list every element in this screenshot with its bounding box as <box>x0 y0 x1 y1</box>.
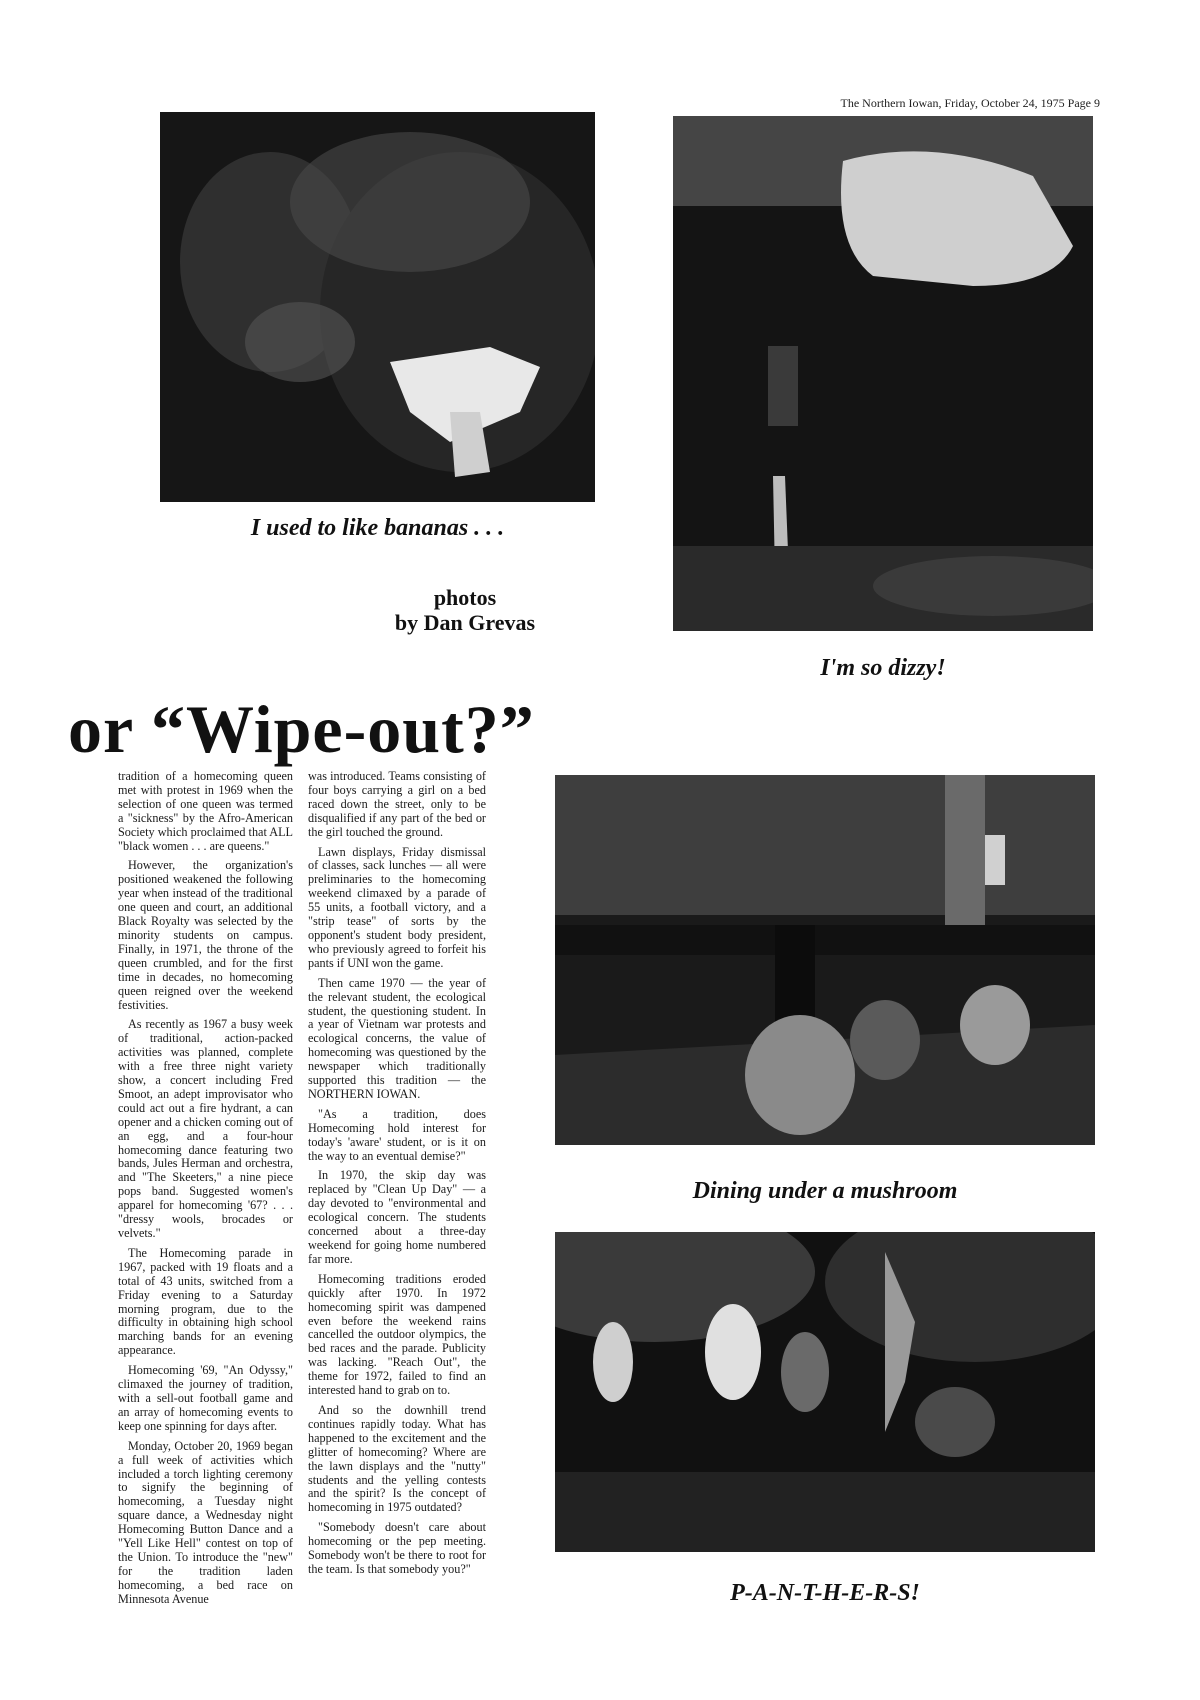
article-paragraph: "As a tradition, does Homecoming hold interest for today's 'aware' student, or is it on the way to an eventual demise?" <box>308 1106 486 1163</box>
article-paragraph: Lawn displays, Friday dismissal of classes, sack lunches — all were preliminaries to the homecoming weekend climaxed by a parade of 55 units, a football victory, and a "strip tease" of sorts by the opponent's student body president, who previously agreed to forfeit his pants if UNI won the game. <box>308 844 486 970</box>
photo-panthers <box>555 1232 1095 1552</box>
article-paragraph: was introduced. Teams consisting of four boys carrying a girl on a bed raced down the street, only to be disqualified if any part of the bed or the girl touched the ground. <box>308 769 486 839</box>
photo-credit-line2: by Dan Grevas <box>394 610 536 636</box>
photo-mushroom <box>555 775 1095 1145</box>
article-paragraph: Homecoming '69, "An Odyssy," climaxed the journey of tradition, with a sell-out football game and an array of homecoming events to keep one spinning for days after. <box>118 1363 293 1433</box>
article-paragraph: In 1970, the skip day was replaced by "Clean Up Day" — a day devoted to "environmental and ecological concern. The students concerned about a three-day weekend for going home numbered far more. <box>308 1168 486 1266</box>
photo-credit <box>330 585 600 636</box>
photo-credit-line1: photos <box>433 585 497 610</box>
article-paragraph: Then came 1970 — the year of the relevant student, the ecological student, the questioning student. In a year of Vietnam war protests and ecological concerns, the value of homecoming was questioned by the newspaper which traditionally supported this tradition — the NORTHERN IOWAN. <box>308 975 486 1101</box>
article-headline: or “Wipe-out?” <box>68 691 535 767</box>
caption-panthers: P-A-N-T-H-E-R-S! <box>730 1580 920 1606</box>
article-paragraph: tradition of a homecoming queen met with protest in 1969 when the selection of one queen was termed a "sickness" by the Afro-American Society which proclaimed that ALL "black women . . . are queens." <box>118 769 293 853</box>
article-paragraph: "Somebody doesn't care about homecoming or the pep meeting. Somebody won't be there to root for the team. Is that somebody you?" <box>308 1520 486 1576</box>
article-column-1 <box>118 770 293 1613</box>
caption-bananas: I used to like bananas . . . <box>250 515 505 541</box>
photo-dizzy <box>673 116 1093 631</box>
caption-mushroom: Dining under a mushroom <box>692 1178 958 1204</box>
photo-bananas <box>160 112 595 502</box>
article-paragraph: Homecoming traditions eroded quickly after 1970. In 1972 homecoming spirit was dampened even before the weekend rains cancelled the outdoor olympics, the bed races and the parade. Publicity was lacking. "Reach Out", the theme for 1972, failed to find an interested hand to grab on to. <box>308 1271 486 1398</box>
article-column-2 <box>308 770 486 1583</box>
caption-dizzy: I'm so dizzy! <box>820 655 946 681</box>
page-folio: The Northern Iowan, Friday, October 24, 1975 Page 9 <box>840 96 1100 110</box>
article-paragraph: Monday, October 20, 1969 began a full week of activities which included a torch lighting ceremony to signify the beginning of homecoming, a Tuesday night square dance, a Wednesday night Homecoming Button Dance and a "Yell Like Hell" contest on top of the Union. To introduce the "new" for the tradition laden homecoming, a bed race on Minnesota Avenue <box>118 1438 293 1606</box>
article-paragraph: And so the downhill trend continues rapidly today. What has happened to the excitement and the glitter of homecoming? Where are the lawn displays and the "nutty" students and the yelling contests and the spirit? Is the concept of homecoming in 1975 outdated? <box>308 1402 486 1515</box>
article-paragraph: However, the organization's positioned weakened the following year when instead of the traditional one queen and court, an additional Black Royalty was selected by the minority students on campus. Finally, in 1971, the throne of the queen crumbled, and for the first time in decades, no homecoming queen reigned over the weekend festivities. <box>118 858 293 1012</box>
article-paragraph: The Homecoming parade in 1967, packed with 19 floats and a total of 43 units, switched from a Friday evening to a Saturday morning program, due to the difficulty in obtaining high school marching bands for an evening appearance. <box>118 1245 293 1358</box>
article-paragraph: As recently as 1967 a busy week of traditional, action-packed activities was planned, complete with a free three night variety show, a concert including Fred Smoot, an adept improvisator who could act out a fire hydrant, a can opener and a chicken coming out of an egg, and a four-hour homecoming dance featuring two bands, Jules Herman and orchestra, and "The Skeeters," a nine piece pops band. Suggested women's apparel for homecoming '67? . . . "dressy wools, brocades or velvets." <box>118 1017 293 1240</box>
